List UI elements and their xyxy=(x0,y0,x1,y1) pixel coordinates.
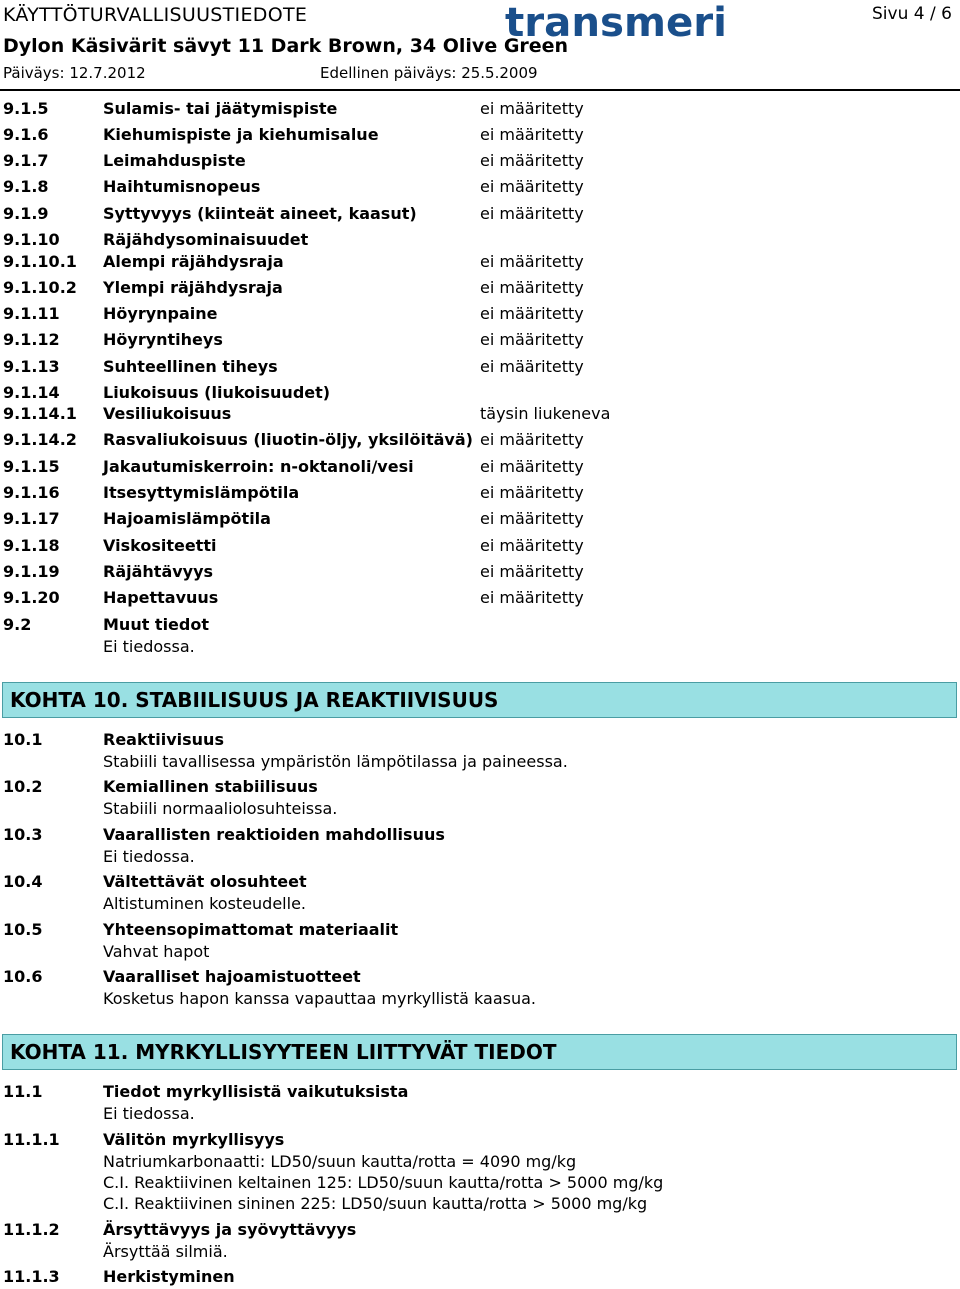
subsection-number: 10.5 xyxy=(3,920,43,939)
property-label: Itsesyttymislämpötila xyxy=(103,483,300,502)
toxicity-line: C.I. Reaktiivinen keltainen 125: LD50/suun kautta/rotta > 5000 mg/kg xyxy=(103,1173,664,1192)
previous-date: Edellinen päiväys: 25.5.2009 xyxy=(320,64,538,82)
property-label: Räjähdysominaisuudet xyxy=(103,230,309,249)
subsection-text: Kosketus hapon kanssa vapauttaa myrkyllistä kaasua. xyxy=(103,989,537,1008)
property-value: ei määritetty xyxy=(480,177,584,196)
section-10-header xyxy=(2,682,957,718)
property-label: Alempi räjähdysraja xyxy=(103,252,284,271)
property-value: ei määritetty xyxy=(480,536,584,555)
property-label: Suhteellinen tiheys xyxy=(103,357,278,376)
property-value: ei määritetty xyxy=(480,562,584,581)
subsection-label: Vältettävät olosuhteet xyxy=(103,872,307,891)
property-label: Syttyvyys (kiinteät aineet, kaasut) xyxy=(103,204,417,223)
subsection-number: 11.1 xyxy=(3,1082,43,1101)
property-number: 9.1.12 xyxy=(3,330,60,349)
section-10-title: KOHTA 10. STABIILISUUS JA REAKTIIVISUUS xyxy=(10,688,499,712)
subsection-text: Ei tiedossa. xyxy=(103,847,195,866)
property-number: 9.1.17 xyxy=(3,509,60,528)
subsection-text: Altistuminen kosteudelle. xyxy=(103,894,306,913)
subsection-label: Herkistyminen xyxy=(103,1267,235,1286)
property-label: Höyryntiheys xyxy=(103,330,223,349)
subsection-label: Välitön myrkyllisyys xyxy=(103,1130,285,1149)
subsection-text: Ei tiedossa. xyxy=(103,1104,195,1123)
property-value: ei määritetty xyxy=(480,430,584,449)
property-number: 9.1.10 xyxy=(3,230,60,249)
subsection-label: Vaaralliset hajoamistuotteet xyxy=(103,967,361,986)
subsection-number: 10.3 xyxy=(3,825,43,844)
property-number: 9.1.10.1 xyxy=(3,252,77,271)
page-number: Sivu 4 / 6 xyxy=(872,4,952,24)
property-label: Hajoamislämpötila xyxy=(103,509,271,528)
property-value: ei määritetty xyxy=(480,151,584,170)
property-number: 9.1.15 xyxy=(3,457,60,476)
subsection-text: Ei tiedossa. xyxy=(103,637,195,656)
property-label: Hapettavuus xyxy=(103,588,219,607)
property-value: ei määritetty xyxy=(480,278,584,297)
subsection-number: 9.2 xyxy=(3,615,32,634)
subsection-number: 10.4 xyxy=(3,872,43,891)
property-number: 9.1.5 xyxy=(3,99,49,118)
property-label: Viskositeetti xyxy=(103,536,217,555)
property-label: Haihtumisnopeus xyxy=(103,177,261,196)
subsection-number: 11.1.2 xyxy=(3,1220,60,1239)
property-number: 9.1.16 xyxy=(3,483,60,502)
property-label: Jakautumiskerroin: n-oktanoli/vesi xyxy=(103,457,414,476)
property-label: Höyrynpaine xyxy=(103,304,218,323)
document-title: KÄYTTÖTURVALLISUUSTIEDOTE xyxy=(3,4,308,26)
property-value: ei määritetty xyxy=(480,204,584,223)
header-divider xyxy=(0,89,960,91)
property-value: ei määritetty xyxy=(480,357,584,376)
property-number: 9.1.19 xyxy=(3,562,60,581)
property-value: ei määritetty xyxy=(480,304,584,323)
subsection-label: Muut tiedot xyxy=(103,615,209,634)
property-label: Liukoisuus (liukoisuudet) xyxy=(103,383,331,402)
property-label: Kiehumispiste ja kiehumisalue xyxy=(103,125,379,144)
subsection-number: 10.6 xyxy=(3,967,43,986)
subsection-label: Vaarallisten reaktioiden mahdollisuus xyxy=(103,825,445,844)
property-number: 9.1.9 xyxy=(3,204,49,223)
property-number: 9.1.6 xyxy=(3,125,49,144)
subsection-label: Tiedot myrkyllisistä vaikutuksista xyxy=(103,1082,409,1101)
subsection-number: 10.1 xyxy=(3,730,43,749)
section-11-header xyxy=(2,1034,957,1070)
property-number: 9.1.7 xyxy=(3,151,49,170)
property-label: Rasvaliukoisuus (liuotin-öljy, yksilöitävä) xyxy=(103,430,473,449)
issue-date: Päiväys: 12.7.2012 xyxy=(3,64,146,82)
transmeri-logo xyxy=(505,3,730,43)
property-number: 9.1.10.2 xyxy=(3,278,77,297)
subsection-number: 11.1.1 xyxy=(3,1130,60,1149)
logo-text: transmeri xyxy=(505,3,727,43)
property-label: Sulamis- tai jäätymispiste xyxy=(103,99,338,118)
property-number: 9.1.8 xyxy=(3,177,49,196)
subsection-label: Yhteensopimattomat materiaalit xyxy=(103,920,399,939)
property-number: 9.1.13 xyxy=(3,357,60,376)
property-value: ei määritetty xyxy=(480,457,584,476)
property-label: Leimahduspiste xyxy=(103,151,246,170)
property-value: ei määritetty xyxy=(480,330,584,349)
product-name: Dylon Käsivärit sävyt 11 Dark Brown, 34 Olive Green xyxy=(3,35,569,57)
property-value: ei määritetty xyxy=(480,99,584,118)
section-11-title: KOHTA 11. MYRKYLLISYYTEEN LIITTYVÄT TIEDOT xyxy=(10,1040,557,1064)
property-label: Ylempi räjähdysraja xyxy=(103,278,283,297)
subsection-text: Vahvat hapot xyxy=(103,942,210,961)
property-number: 9.1.14 xyxy=(3,383,60,402)
subsection-text: Stabiili normaaliolosuhteissa. xyxy=(103,799,338,818)
toxicity-line: C.I. Reaktiivinen sininen 225: LD50/suun kautta/rotta > 5000 mg/kg xyxy=(103,1194,648,1213)
subsection-label: Ärsyttävyys ja syövyttävyys xyxy=(103,1220,357,1239)
property-number: 9.1.14.1 xyxy=(3,404,77,423)
property-value: täysin liukeneva xyxy=(480,404,611,423)
property-label: Vesiliukoisuus xyxy=(103,404,232,423)
property-value: ei määritetty xyxy=(480,509,584,528)
subsection-label: Kemiallinen stabiilisuus xyxy=(103,777,318,796)
toxicity-line: Natriumkarbonaatti: LD50/suun kautta/rotta = 4090 mg/kg xyxy=(103,1152,577,1171)
property-number: 9.1.18 xyxy=(3,536,60,555)
subsection-text: Stabiili tavallisessa ympäristön lämpötilassa ja paineessa. xyxy=(103,752,568,771)
subsection-number: 10.2 xyxy=(3,777,43,796)
property-value: ei määritetty xyxy=(480,125,584,144)
property-value: ei määritetty xyxy=(480,588,584,607)
subsection-label: Reaktiivisuus xyxy=(103,730,224,749)
property-value: ei määritetty xyxy=(480,252,584,271)
property-number: 9.1.14.2 xyxy=(3,430,77,449)
subsection-text: Ärsyttää silmiä. xyxy=(103,1242,228,1261)
subsection-number: 11.1.3 xyxy=(3,1267,60,1286)
property-number: 9.1.11 xyxy=(3,304,60,323)
property-number: 9.1.20 xyxy=(3,588,60,607)
property-label: Räjähtävyys xyxy=(103,562,214,581)
property-value: ei määritetty xyxy=(480,483,584,502)
